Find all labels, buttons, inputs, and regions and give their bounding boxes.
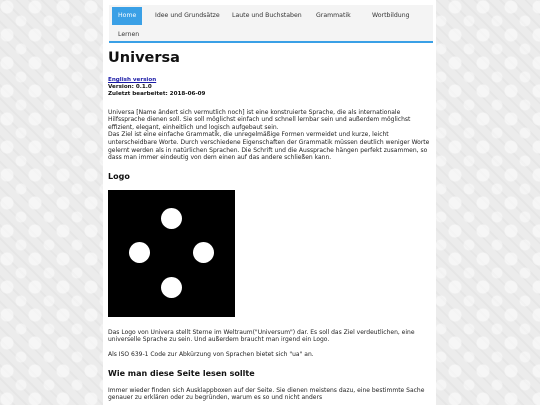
iso-code-note: Als ISO 639-1 Code zur Abkürzung von Sprachen bietet sich "ua" an. (108, 350, 314, 358)
main-content (108, 50, 430, 402)
top-navigation (109, 5, 433, 43)
nav-item-lernen[interactable]: Lernen (118, 31, 140, 38)
logo-description: Das Logo von Univera stellt Sterne im Weltraum("Universum") dar. Es soll das Ziel verdeutlichen, eine universelle Sprache zu sein. Und außerdem braucht man irgend ein Logo. (108, 328, 415, 344)
logo-heading: Logo (108, 171, 130, 181)
page-container (103, 0, 436, 405)
intro-paragraph-2: Das Ziel ist eine einfache Grammatik, die unregelmäßige Formen vermeidet und kurze, leicht unterscheidbare Worte. Durch verschiedene Eigenschaften der Grammatik müssen deutlich weniger Worte gelernt werden als in natürlichen Sprachen. Die Schrift und die Aussprache hängen perfekt zusammen, so dass man immer eindeutig von dem einen auf das andere schließen kann. (108, 131, 430, 162)
logo-star-right (193, 242, 214, 263)
english-version-link[interactable]: English version (108, 77, 157, 83)
nav-item-idee-und-grundsaetze[interactable]: Idee und Grundsätze (155, 12, 220, 19)
howto-heading: Wie man diese Seite lesen sollte (108, 368, 255, 378)
page-meta (108, 77, 430, 99)
logo-star-top (161, 208, 182, 229)
howto-paragraph: Immer wieder finden sich Ausklappboxen auf der Seite. Sie dienen meistens dazu, eine bestimmte Sache genauer zu erklären oder zu begründen, warum es so und nicht anders (108, 386, 425, 402)
nav-item-home[interactable]: Home (112, 7, 142, 25)
logo-star-left (129, 242, 150, 263)
intro-paragraph-1: Universa [Name ändert sich vermutlich noch] ist eine konstruierte Sprache, die als internationale Hilfssprache dienen soll. Sie soll möglichst einfach und schnell lernbar sein und außerdem möglichst effizient, elegant, einheitlich und logisch aufgebaut sein. (108, 108, 411, 131)
universa-logo (108, 190, 235, 317)
nav-item-grammatik[interactable]: Grammatik (316, 12, 351, 19)
nav-item-wortbildung[interactable]: Wortbildung (372, 12, 410, 19)
page-title: Universa (108, 50, 180, 66)
last-edited-label: Zuletzt bearbeitet: 2018-06-09 (108, 91, 206, 98)
version-label: Version: 0.1.0 (108, 84, 152, 91)
logo-star-bottom (161, 277, 182, 298)
nav-item-laute-und-buchstaben[interactable]: Laute und Buchstaben (232, 12, 302, 19)
